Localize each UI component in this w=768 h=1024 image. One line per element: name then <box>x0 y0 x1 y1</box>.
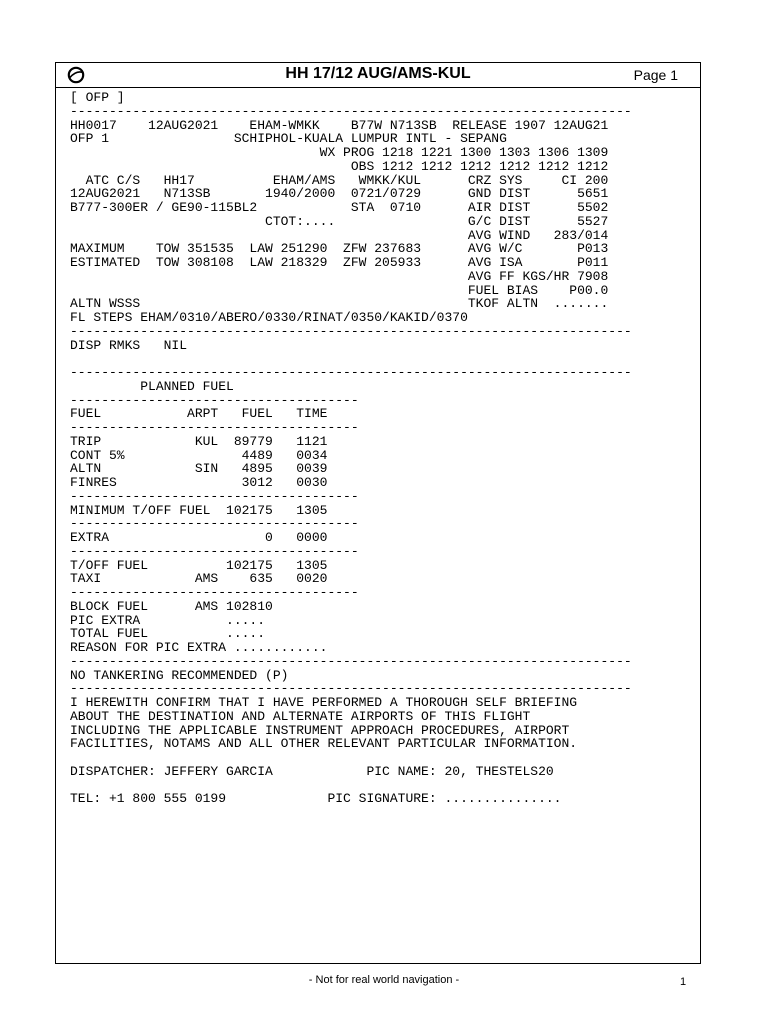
ofp-line: FACILITIES, NOTAMS AND ALL OTHER RELEVANT PARTICULAR INFORMATION. <box>70 736 578 752</box>
ofp-line: B777-300ER / GE90-115BL2 STA 0710 AIR DIST 5502 <box>70 200 609 215</box>
ofp-line: ------------------------------------------------------------------------ <box>70 323 632 339</box>
ofp-line: ------------------------------------------------------------------------ <box>70 653 632 669</box>
ofp-line: 12AUG2021 N713SB 1940/2000 0721/0729 GND DIST 5651 <box>70 186 609 202</box>
ofp-line: FUEL ARPT FUEL TIME <box>70 406 328 422</box>
ofp-line: TEL: +1 800 555 0199 PIC SIGNATURE: ............... <box>70 791 562 807</box>
sheet-header <box>56 63 700 88</box>
ofp-line: ------------------------------------- <box>70 420 359 435</box>
footer-page-number: 1 <box>680 976 687 988</box>
ofp-line: PLANNED FUEL <box>70 378 234 394</box>
ofp-line: DISPATCHER: JEFFERY GARCIA PIC NAME: 20, THESTELS20 <box>70 763 554 779</box>
ofp-line: OFP 1 SCHIPHOL-KUALA LUMPUR INTL - SEPANG <box>70 131 507 147</box>
ofp-line: REASON FOR PIC EXTRA ............ <box>70 640 328 655</box>
ofp-line: ATC C/S HH17 EHAM/AMS WMKK/KUL CRZ SYS CI 200 <box>70 172 609 188</box>
ofp-line: T/OFF FUEL 102175 1305 <box>70 557 328 573</box>
ofp-line: ------------------------------------- <box>70 516 359 532</box>
ofp-line: AVG FF KGS/HR 7908 <box>70 268 609 284</box>
ofp-line: ABOUT THE DESTINATION AND ALTERNATE AIRPORTS OF THIS FLIGHT <box>70 708 531 724</box>
ofp-line: ------------------------------------- <box>70 543 359 559</box>
ofp-line: NO TANKERING RECOMMENDED (P) <box>70 667 289 683</box>
ofp-line: MINIMUM T/OFF FUEL 102175 1305 <box>70 502 328 518</box>
ofp-line: ------------------------------------------------------------------------ <box>70 681 632 697</box>
ofp-line: BLOCK FUEL AMS 102810 <box>70 598 273 614</box>
ofp-line: FINRES 3012 0030 <box>70 475 328 490</box>
ofp-line: ------------------------------------- <box>70 392 359 408</box>
page-label: Page 1 <box>633 67 678 83</box>
ofp-line: CONT 5% 4489 0034 <box>70 447 328 463</box>
footer-disclaimer: - Not for real world navigation - <box>308 974 460 986</box>
ofp-line: ------------------------------------------------------------------------ <box>70 365 632 380</box>
ofp-body <box>70 91 632 806</box>
ofp-line: TRIP KUL 89779 1121 <box>70 433 328 449</box>
ofp-line: FUEL BIAS P00.0 <box>70 282 609 298</box>
ofp-line: [ OFP ] <box>70 90 125 105</box>
ofp-line: MAXIMUM TOW 351535 LAW 251290 ZFW 237683 AVG W/C P013 <box>70 241 609 257</box>
ofp-line: OBS 1212 1212 1212 1212 1212 1212 <box>70 158 609 174</box>
ofp-line: TOTAL FUEL ..... <box>70 626 266 642</box>
ofp-line: TAXI AMS 635 0020 <box>70 571 328 587</box>
ofp-line: PIC EXTRA ..... <box>70 612 266 628</box>
ofp-line: INCLUDING THE APPLICABLE INSTRUMENT APPROACH PROCEDURES, AIRPORT <box>70 722 570 738</box>
ofp-line: CTOT:.... G/C DIST 5527 <box>70 213 609 229</box>
ofp-line: ------------------------------------- <box>70 488 359 504</box>
ofp-line: WX PROG 1218 1221 1300 1303 1306 1309 <box>70 145 609 160</box>
ofp-line: FL STEPS EHAM/0310/ABERO/0330/RINAT/0350/KAKID/0370 <box>70 310 468 325</box>
ofp-line: I HEREWITH CONFIRM THAT I HAVE PERFORMED A THOROUGH SELF BRIEFING <box>70 695 578 710</box>
ofp-line: HH0017 12AUG2021 EHAM-WMKK B77W N713SB RELEASE 1907 12AUG21 <box>70 117 609 133</box>
ofp-line: ALTN SIN 4895 0039 <box>70 461 328 477</box>
ofp-line: EXTRA 0 0000 <box>70 530 328 545</box>
document-title: HH 17/12 AUG/AMS-KUL <box>285 65 471 82</box>
ofp-line: AVG WIND 283/014 <box>70 227 609 243</box>
ofp-line: ------------------------------------- <box>70 585 359 600</box>
ofp-sheet <box>55 62 701 964</box>
ofp-line: DISP RMKS NIL <box>70 337 188 353</box>
ofp-line: ------------------------------------------------------------------------ <box>70 103 632 119</box>
ofp-line: ALTN WSSS TKOF ALTN ....... <box>70 296 609 312</box>
ofp-line: ESTIMATED TOW 308108 LAW 218329 ZFW 205933 AVG ISA P011 <box>70 255 609 270</box>
